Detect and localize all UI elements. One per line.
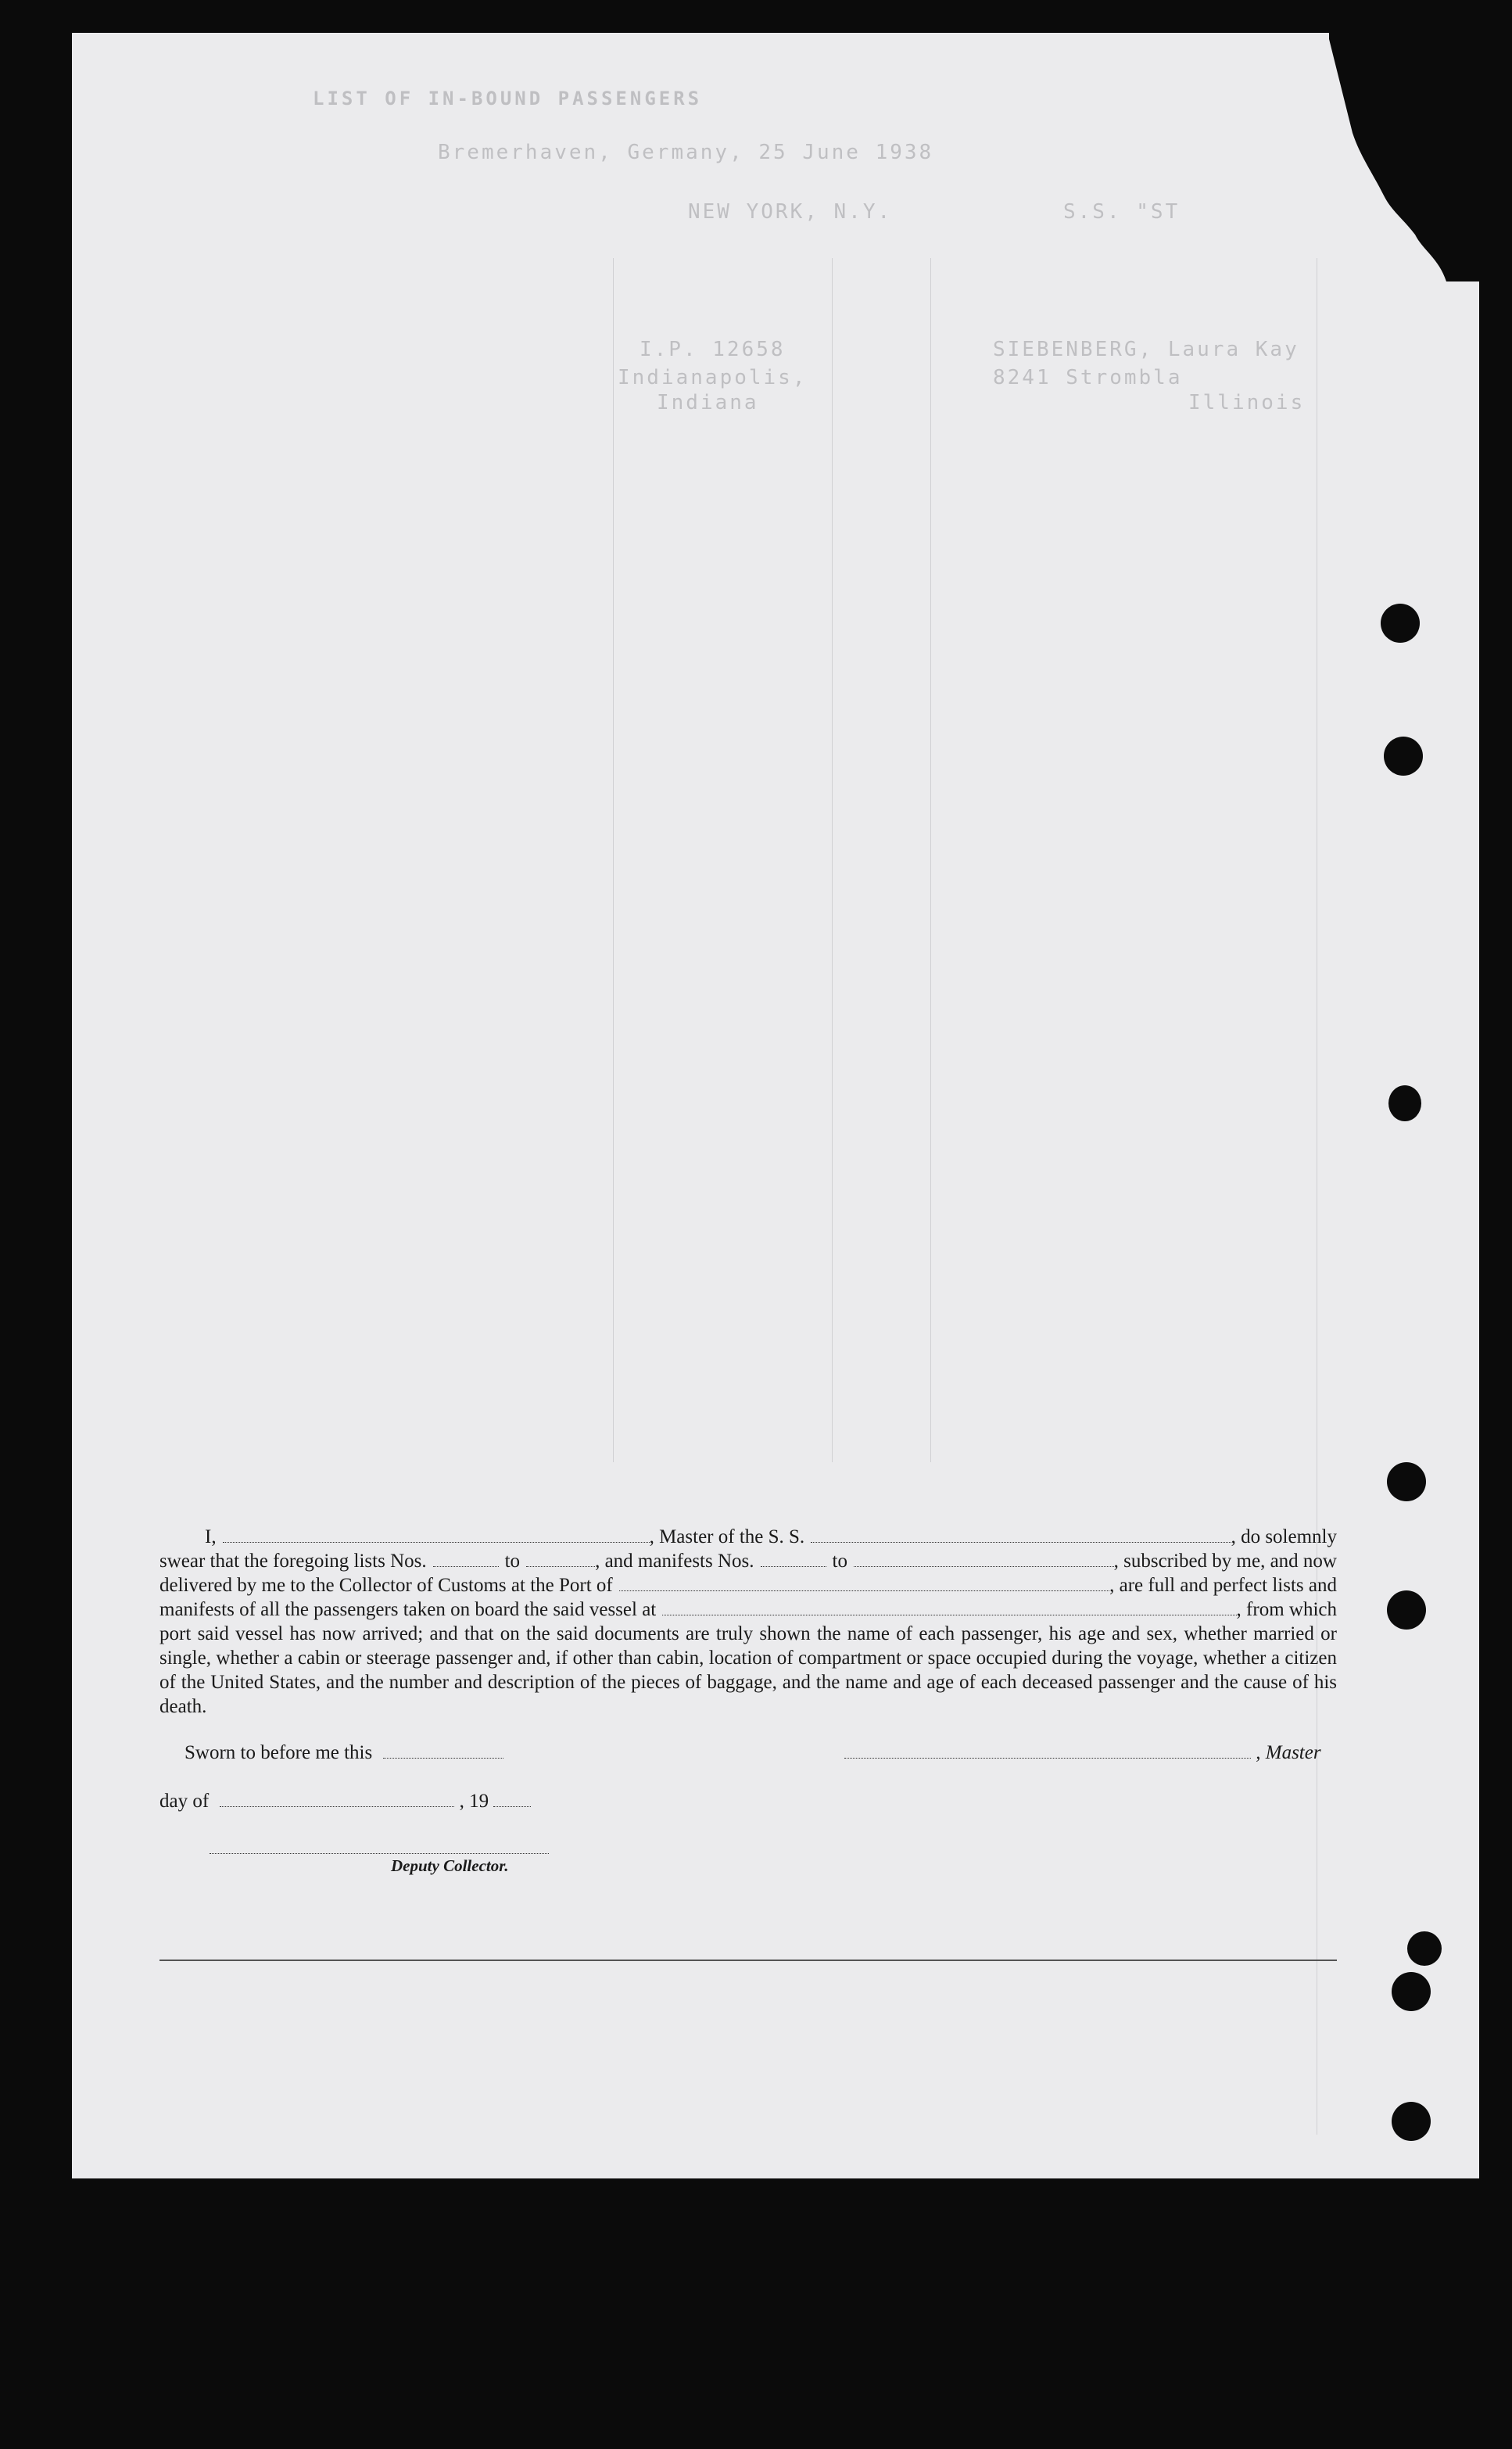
master-signature-blank[interactable] (844, 1744, 1251, 1759)
punch-hole (1388, 1085, 1421, 1121)
master-oath (159, 1525, 1337, 1719)
list-from-blank[interactable] (433, 1552, 499, 1567)
day-of-text: day of (159, 1791, 210, 1812)
column-divider (832, 258, 833, 1462)
master-signature-line (844, 1742, 1321, 1764)
oath-text: swear that the foregoing lists Nos. (159, 1551, 427, 1572)
year-text: , 19 (459, 1791, 489, 1812)
faded-list-title: LIST OF IN-BOUND PASSENGERS (313, 88, 703, 109)
sworn-text: Sworn to before me this (185, 1742, 373, 1763)
oath-text: , from which (1236, 1599, 1337, 1620)
oath-text: I, (205, 1526, 217, 1547)
manifest-to-blank[interactable] (854, 1552, 1114, 1567)
oath-text: , subscribed by me, and now (1113, 1551, 1337, 1572)
manifest-from-blank[interactable] (761, 1552, 826, 1567)
oath-text: , and manifests Nos. (595, 1551, 754, 1572)
faded-state-left: Illinois (1188, 391, 1306, 414)
faded-arrival: NEW YORK, N.Y. (688, 200, 893, 224)
oath-body: port said vessel has now arrived; and that on the said documents are truly shown the name of each passenger, his age and sex, whether married or single, whether a cabin or steerage passenger and, if other than cabin, location of compartment or space occupied during the voyage, whether a citizen of the United States, and the number and description of the pieces of baggage, and the name and age of each deceased passenger and the cause of his death. (159, 1623, 1337, 1717)
oath-text: delivered by me to the Collector of Customs at the Port of (159, 1575, 613, 1596)
punch-hole (1387, 1590, 1426, 1630)
master-label: , Master (1256, 1742, 1321, 1763)
oath-line-1 (159, 1525, 1337, 1549)
oath-line-3 (159, 1573, 1337, 1597)
faded-vessel: S.S. "ST (1063, 200, 1181, 224)
punch-hole (1392, 1972, 1431, 2011)
oath-text: to (832, 1551, 847, 1572)
column-divider (930, 258, 931, 1462)
oath-text: manifests of all the passengers taken on board the said vessel at (159, 1599, 657, 1620)
oath-text: , do solemnly (1231, 1526, 1337, 1547)
faded-city: Indianapolis, (618, 366, 808, 389)
column-divider (613, 258, 614, 1462)
oath-line-4 (159, 1597, 1337, 1622)
embarkation-port-blank[interactable] (662, 1601, 1236, 1615)
oath-text: to (504, 1551, 521, 1572)
punch-hole (1392, 2102, 1431, 2141)
master-name-blank[interactable] (223, 1528, 650, 1543)
deputy-signature-blank[interactable] (210, 1853, 549, 1854)
sworn-line (185, 1742, 503, 1764)
faded-state-right: Indiana (657, 391, 759, 414)
bottom-rule (159, 1960, 1337, 1961)
punch-hole (1381, 604, 1420, 643)
faded-passenger-name: SIEBENBERG, Laura Kay (993, 338, 1299, 361)
year-blank[interactable] (493, 1792, 531, 1807)
date-line (159, 1791, 531, 1813)
faded-passport: I.P. 12658 (640, 338, 786, 361)
vessel-name-blank[interactable] (811, 1528, 1231, 1543)
punch-hole (1407, 1931, 1442, 1966)
oath-text: , Master of the S. S. (649, 1526, 805, 1547)
punch-hole (1387, 1462, 1426, 1501)
oath-text: , are full and perfect lists and (1109, 1575, 1337, 1596)
deputy-collector-label: Deputy Collector. (391, 1856, 509, 1875)
punch-hole (1384, 737, 1423, 776)
list-to-blank[interactable] (526, 1552, 595, 1567)
oath-line-2 (159, 1549, 1337, 1573)
torn-corner (1329, 23, 1512, 281)
faded-departure: Bremerhaven, Germany, 25 June 1938 (438, 141, 934, 164)
port-blank[interactable] (619, 1576, 1109, 1591)
month-blank[interactable] (220, 1792, 454, 1807)
faded-street: 8241 Strombla (993, 366, 1183, 389)
sworn-day-blank[interactable] (383, 1744, 503, 1759)
